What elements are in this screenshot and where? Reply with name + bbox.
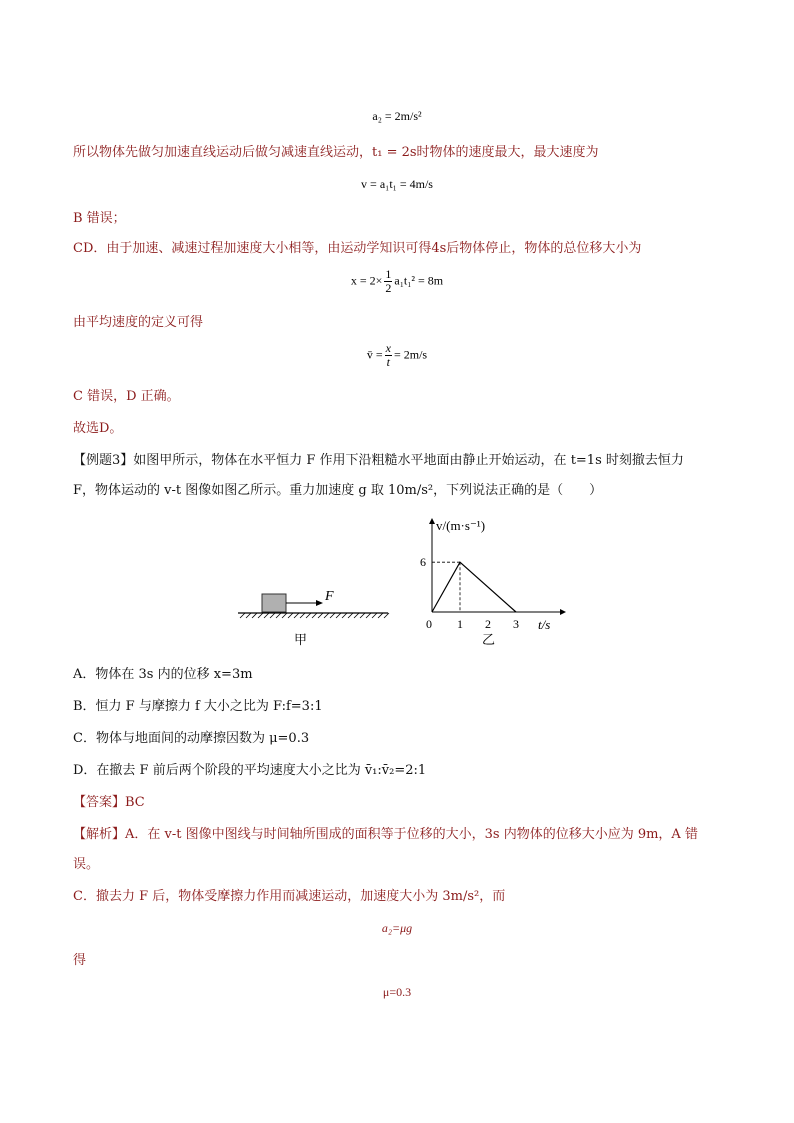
hatch-mark bbox=[282, 613, 287, 618]
hatch-mark bbox=[366, 613, 371, 618]
formula-v-max: v = a₁t₁ = 4m/s bbox=[361, 177, 433, 191]
question-line-1: 【例题3】如图甲所示，物体在水平恒力 F 作用下沿粗糙水平地面由静止开始运动，在 t=1s 时刻撤去恒力 bbox=[73, 453, 684, 468]
hatch-mark bbox=[252, 613, 257, 618]
option-d: D．在撤去 F 前后两个阶段的平均速度大小之比为 v̄₁:v̄₂=2:1 bbox=[73, 763, 427, 778]
hatch-mark bbox=[264, 613, 269, 618]
x-tick-label: 2 bbox=[485, 617, 491, 631]
hatch-mark bbox=[276, 613, 281, 618]
fraction-denominator: t bbox=[386, 355, 390, 369]
figure-block-diagram bbox=[230, 580, 400, 650]
hatch-mark bbox=[330, 613, 335, 618]
text-line-3: CD．由于加速、减速过程加速度大小相等，由运动学知识可得4s后物体停止，物体的总位移大小为 bbox=[73, 241, 642, 256]
hatch-mark bbox=[270, 613, 275, 618]
y-tick-label-6: 6 bbox=[420, 555, 426, 570]
x-axis-arrow bbox=[560, 609, 566, 615]
formula-vavg-pre: v̄ = bbox=[366, 347, 383, 362]
option-b: B．恒力 F 与摩擦力 f 大小之比为 F:f=3:1 bbox=[73, 699, 323, 714]
text-line-1: 所以物体先做匀加速直线运动后做匀减速直线运动，t₁ = 2s时物体的速度最大，最大速度为 bbox=[73, 145, 599, 160]
hatch-mark bbox=[384, 613, 389, 618]
text-line-4: 由平均速度的定义可得 bbox=[73, 315, 204, 330]
y-axis-arrow bbox=[429, 518, 435, 524]
formula-a2-mu-g: a₂=μg bbox=[381, 921, 413, 935]
fraction-numerator: 1 bbox=[385, 267, 392, 281]
explanation-line-3: C．撤去力 F 后，物体受摩擦力作用而减速运动，加速度大小为 3m/s²，而 bbox=[73, 889, 506, 904]
hatch-mark bbox=[372, 613, 377, 618]
fraction-numerator: x bbox=[385, 341, 391, 355]
hatch-mark bbox=[240, 613, 245, 618]
hatch-mark bbox=[258, 613, 263, 618]
origin-label: 0 bbox=[426, 617, 432, 631]
hatch-mark bbox=[246, 613, 251, 618]
hatch-mark bbox=[342, 613, 347, 618]
explanation-line-1: 【解析】A．在 v-t 图像中图线与时间轴所围成的面积等于位移的大小，3s 内物体的位移大小应为 9m，A 错 bbox=[73, 827, 698, 842]
hatch-mark bbox=[348, 613, 353, 618]
formula-x-pre: x = 2× bbox=[350, 273, 383, 288]
x-axis-label: t/s bbox=[538, 617, 551, 632]
option-a: A．物体在 3s 内的位移 x=3m bbox=[73, 667, 253, 682]
formula-average-velocity bbox=[0, 342, 794, 369]
figure-a-caption: 甲 bbox=[294, 633, 308, 648]
formula-x-post: a₁t₁² = 8m bbox=[394, 273, 444, 288]
ground-hatching bbox=[240, 613, 389, 618]
option-c: C．物体与地面间的动摩擦因数为 μ=0.3 bbox=[73, 731, 310, 746]
hatch-mark bbox=[318, 613, 323, 618]
hatch-mark bbox=[300, 613, 305, 618]
figure-b-caption: 乙 bbox=[482, 633, 496, 648]
fraction-x-over-t bbox=[385, 342, 392, 369]
text-line-2: B 错误； bbox=[73, 211, 126, 226]
text-line-6: 故选D。 bbox=[73, 421, 123, 436]
fraction-half bbox=[384, 268, 392, 295]
hatch-mark bbox=[306, 613, 311, 618]
x-tick-label: 1 bbox=[457, 617, 463, 631]
x-tick-label: 3 bbox=[513, 617, 519, 631]
answer-line: 【答案】BC bbox=[73, 795, 145, 810]
x-tick-labels bbox=[457, 617, 519, 631]
hatch-mark bbox=[324, 613, 329, 618]
hatch-mark bbox=[312, 613, 317, 618]
figure-vt-chart bbox=[410, 512, 570, 652]
hatch-mark bbox=[378, 613, 383, 618]
force-arrow-head bbox=[316, 600, 323, 606]
explanation-line-2: 误。 bbox=[73, 857, 100, 872]
hatch-mark bbox=[354, 613, 359, 618]
hatch-mark bbox=[294, 613, 299, 618]
y-axis-label: v/(m·s⁻¹) bbox=[436, 518, 486, 533]
question-line-2: F，物体运动的 v-t 图像如图乙所示。重力加速度 g 取 10m/s²，下列说法正确的是（ ） bbox=[73, 483, 603, 498]
hatch-mark bbox=[288, 613, 293, 618]
explanation-line-4: 得 bbox=[73, 953, 87, 968]
formula-vavg-post: = 2m/s bbox=[394, 347, 428, 362]
formula-mu-value: μ=0.3 bbox=[382, 985, 412, 999]
formula-total-displacement bbox=[0, 268, 794, 295]
text-line-5: C 错误，D 正确。 bbox=[73, 389, 180, 404]
hatch-mark bbox=[336, 613, 341, 618]
force-label: F bbox=[325, 589, 334, 604]
fraction-denominator: 2 bbox=[385, 281, 392, 295]
hatch-mark bbox=[360, 613, 365, 618]
block-rect bbox=[262, 594, 286, 612]
vt-series-line bbox=[432, 562, 516, 612]
formula-a2: a₂ = 2m/s² bbox=[372, 109, 422, 123]
